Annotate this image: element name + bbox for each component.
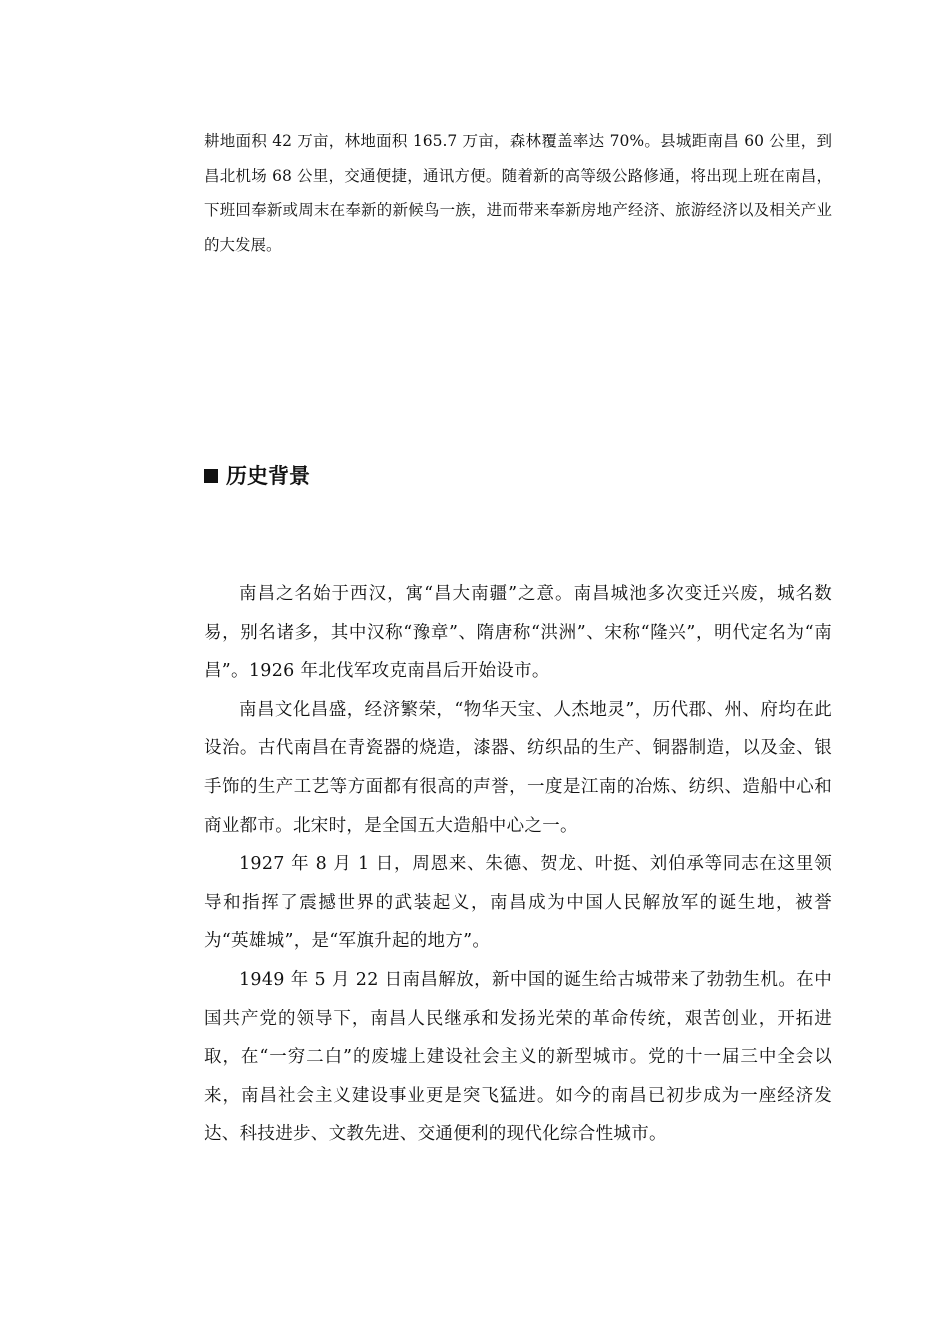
section-heading — [204, 460, 310, 492]
intro-paragraph: 耕地面积 42 万亩，林地面积 165.7 万亩，森林覆盖率达 70%。县城距南昌 60 公里，到昌北机场 68 公里，交通便捷，通讯方便。随着新的高等级公路修通，将出现上班在南昌，下班回奉新或周末在奉新的新候鸟一族，进而带来奉新房地产经济、旅游经济以及相关产业的大发展。 — [204, 132, 832, 254]
body-paragraph: 1949 年 5 月 22 日南昌解放，新中国的诞生给古城带来了勃勃生机。在中国共产党的领导下，南昌人民继承和发扬光荣的革命传统，艰苦创业，开拓进取，在“一穷二白”的废墟上建设社会主义的新型城市。党的十一届三中全会以来，南昌社会主义建设事业更是突飞猛进。如今的南昌已初步成为一座经济发达、科技进步、文教先进、交通便利的现代化综合性城市。 — [204, 969, 832, 1145]
section-body — [204, 575, 832, 1154]
body-paragraph: 南昌之名始于西汉，寓“昌大南疆”之意。南昌城池多次变迁兴废，城名数易，别名诸多，其中汉称“豫章”、隋唐称“洪洲”、宋称“隆兴”，明代定名为“南昌”。1926 年北伐军攻克南昌后开始设市。 — [204, 584, 832, 682]
body-paragraph: 1927 年 8 月 1 日，周恩来、朱德、贺龙、叶挺、刘伯承等同志在这里领导和指挥了震撼世界的武装起义，南昌成为中国人民解放军的诞生地，被誉为“英雄城”，是“军旗升起的地方”。 — [204, 854, 832, 952]
section-title: 历史背景 — [226, 464, 310, 488]
body-paragraph: 南昌文化昌盛，经济繁荣，“物华天宝、人杰地灵”，历代郡、州、府均在此设治。古代南昌在青瓷器的烧造，漆器、纺织品的生产、铜器制造，以及金、银手饰的生产工艺等方面都有很高的声誉，一度是江南的冶炼、纺织、造船中心和商业都市。北宋时，是全国五大造船中心之一。 — [204, 699, 832, 836]
square-bullet-icon — [204, 469, 218, 483]
